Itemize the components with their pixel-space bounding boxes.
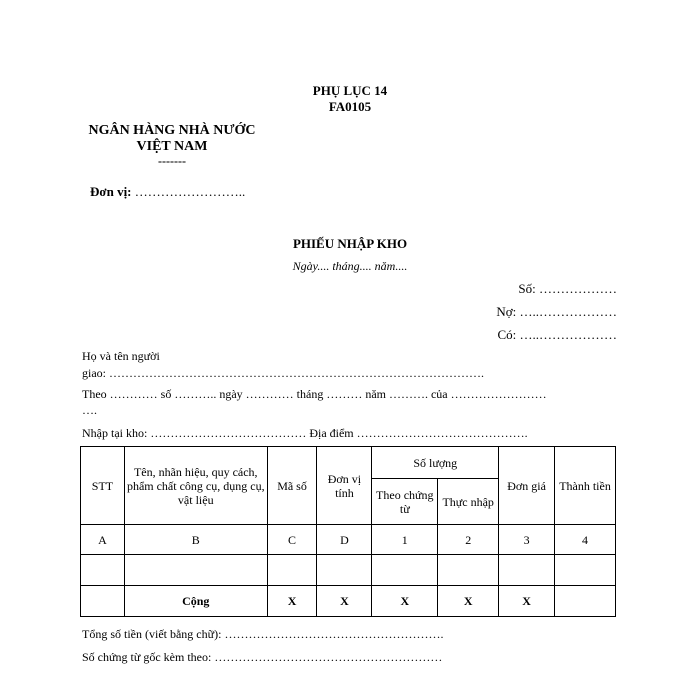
form-title: PHIẾU NHẬP KHO bbox=[292, 236, 408, 251]
ref-no: Nợ: …..……………… bbox=[496, 304, 617, 319]
ref-so: Số: ……………… bbox=[518, 281, 617, 296]
source-doc-continuation: …. bbox=[82, 403, 97, 417]
org-name-line2: VIỆT NAM bbox=[136, 139, 208, 154]
header-qty-per-document: Theo chứng từ bbox=[372, 479, 438, 525]
header-code: Mã số bbox=[267, 447, 317, 525]
form-date: Ngày.... tháng.... năm.... bbox=[292, 259, 408, 273]
header-quantity: Số lượng bbox=[372, 447, 499, 479]
header-qty-received: Thực nhập bbox=[438, 479, 499, 525]
org-divider: ------- bbox=[158, 154, 186, 168]
index-cell: 1 bbox=[372, 525, 438, 555]
warehouse-field: Nhập tại kho: ………………………………… Địa điểm ……………………………………. bbox=[82, 426, 528, 440]
total-empty-cell bbox=[81, 586, 125, 617]
total-mark: X bbox=[438, 586, 499, 617]
header-unit: Đơn vị tính bbox=[317, 447, 372, 525]
total-mark: X bbox=[317, 586, 372, 617]
total-mark: X bbox=[267, 586, 317, 617]
giver-field: giao: …………………………………………………………………………………. bbox=[82, 366, 484, 380]
source-doc-field: Theo ………… số ……….. ngày ………… tháng ……… năm ………. của …………………… bbox=[82, 387, 547, 401]
ref-co: Có: …..……………… bbox=[497, 327, 617, 342]
total-row bbox=[81, 586, 616, 617]
appendix-title: PHỤ LỤC 14 bbox=[312, 83, 388, 98]
empty-cell bbox=[555, 555, 616, 586]
header-amount: Thành tiền bbox=[555, 447, 616, 525]
unit-value: …………………….. bbox=[134, 184, 246, 199]
appendix-code: FA0105 bbox=[328, 99, 372, 114]
empty-cell bbox=[81, 555, 125, 586]
total-empty-cell bbox=[555, 586, 616, 617]
empty-cell bbox=[267, 555, 317, 586]
header-stt: STT bbox=[81, 447, 125, 525]
index-cell: A bbox=[81, 525, 125, 555]
index-cell: D bbox=[317, 525, 372, 555]
total-in-words-field: Tổng số tiền (viết bằng chữ): ………………………………………………. bbox=[82, 627, 444, 641]
receipt-table bbox=[80, 446, 616, 617]
empty-cell bbox=[317, 555, 372, 586]
empty-cell bbox=[372, 555, 438, 586]
index-row bbox=[81, 525, 616, 555]
index-cell: 3 bbox=[499, 525, 555, 555]
index-cell: 2 bbox=[438, 525, 499, 555]
giver-label: Họ và tên người bbox=[82, 349, 160, 363]
empty-cell bbox=[499, 555, 555, 586]
index-cell: 4 bbox=[555, 525, 616, 555]
header-row-1 bbox=[81, 447, 616, 479]
header-unit-price: Đơn giá bbox=[499, 447, 555, 525]
unit-line bbox=[90, 184, 245, 200]
empty-cell bbox=[124, 555, 267, 586]
total-label: Cộng bbox=[124, 586, 267, 617]
unit-label: Đơn vị: bbox=[90, 184, 132, 199]
total-mark: X bbox=[372, 586, 438, 617]
empty-cell bbox=[438, 555, 499, 586]
total-mark: X bbox=[499, 586, 555, 617]
index-cell: C bbox=[267, 525, 317, 555]
org-name-line1: NGÂN HÀNG NHÀ NƯỚC bbox=[88, 123, 256, 138]
header-item-name: Tên, nhãn hiệu, quy cách, phẩm chất công cụ, dụng cụ, vật liệu bbox=[124, 447, 267, 525]
empty-row bbox=[81, 555, 616, 586]
index-cell: B bbox=[124, 525, 267, 555]
attached-documents-field: Số chứng từ gốc kèm theo: ………………………………………………… bbox=[82, 650, 443, 664]
